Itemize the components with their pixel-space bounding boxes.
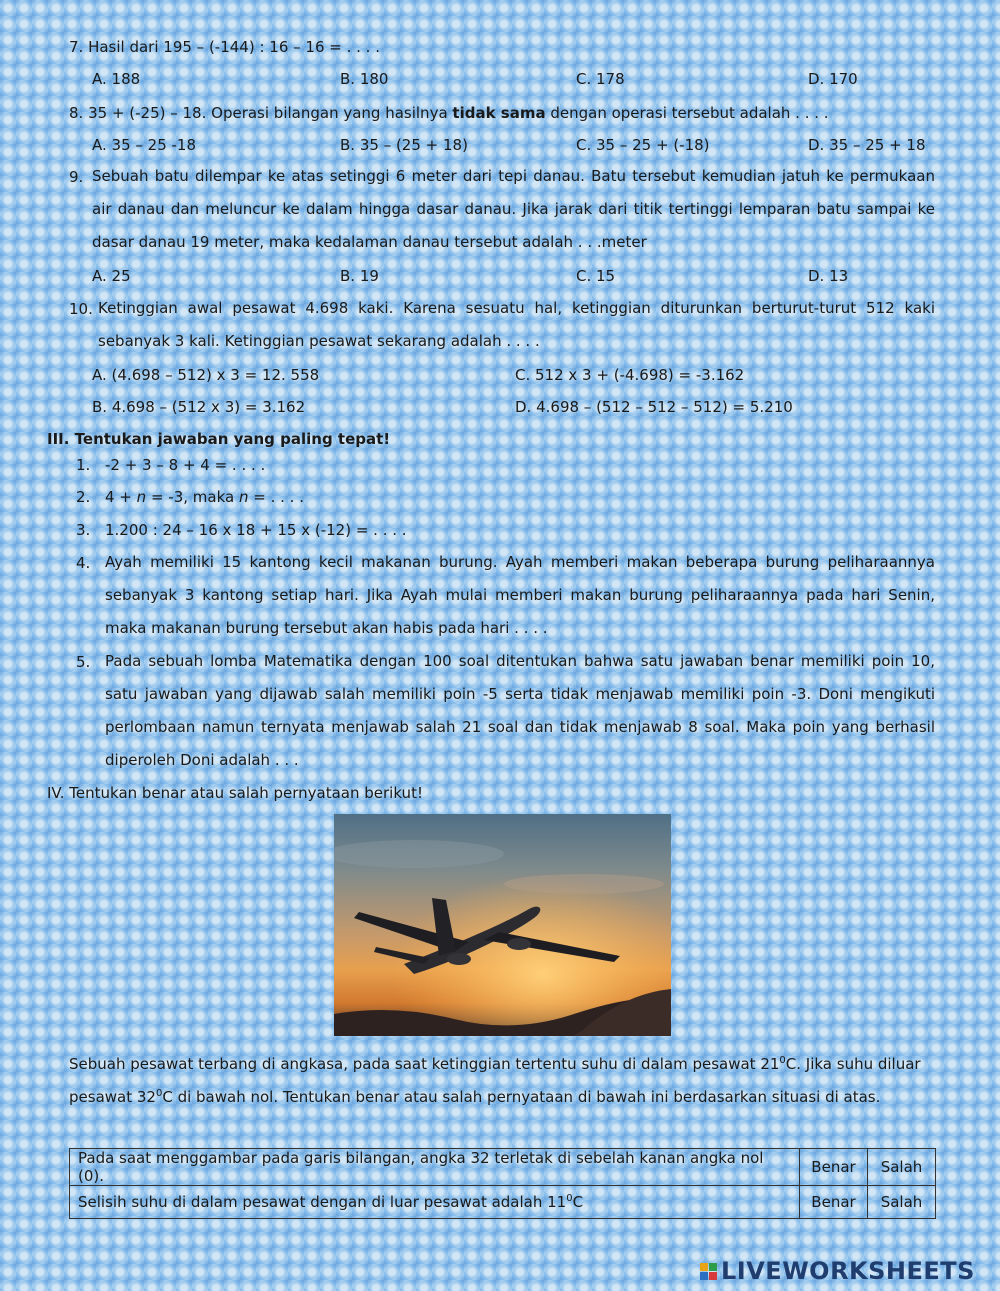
q8-text-post: dengan operasi tersebut adalah . . . . — [545, 104, 829, 122]
s3-item-3-text: 1.200 : 24 – 16 x 18 + 15 x (-12) = . . . . — [105, 521, 407, 539]
s3-item-4-number: 4. — [76, 554, 91, 572]
s3-item-2-var: n — [238, 488, 249, 506]
q9-text: Sebuah batu dilempar ke atas setinggi 6 meter dari tepi danau. Batu tersebut kemudian jatuh ke permukaan air danau dan meluncur ke dalam hingga dasar danau. Jika jarak dari titik tertinggi lemparan batu sampai ke dasar danau 19 meter, maka kedalaman danau tersebut adalah . . .meter — [92, 167, 935, 251]
s3-item-5-number: 5. — [76, 653, 91, 671]
s3-item-2-part: = . . . . — [248, 488, 304, 506]
q8-option-d[interactable]: D. 35 – 25 + 18 — [808, 136, 926, 154]
logo-square — [700, 1272, 708, 1280]
degree-superscript: 0 — [779, 1055, 786, 1066]
degree-superscript: 0 — [155, 1088, 163, 1099]
statement-2-part: C — [572, 1193, 584, 1211]
true-false-table — [69, 1148, 936, 1219]
statement-1-benar-option[interactable]: Benar — [800, 1149, 868, 1186]
s3-item-3-number: 3. — [76, 521, 91, 539]
q7-option-d[interactable]: D. 170 — [808, 70, 858, 88]
statement-1-salah-option[interactable]: Salah — [868, 1149, 936, 1186]
section-4-title: IV. Tentukan benar atau salah pernyataan berikut! — [47, 784, 423, 802]
scenario-line-1 — [69, 1052, 921, 1073]
q9-option-c[interactable]: C. 15 — [576, 267, 616, 285]
scenario-line-1-part: C. Jika suhu diluar — [785, 1055, 921, 1073]
q10-number: 10. — [69, 300, 93, 318]
q9-number: 9. — [69, 168, 84, 186]
logo-square — [709, 1272, 717, 1280]
q10-option-b[interactable]: B. 4.698 – (512 x 3) = 3.162 — [92, 398, 306, 416]
q8-option-a[interactable]: A. 35 – 25 -18 — [92, 136, 197, 154]
s3-item-5-text: Pada sebuah lomba Matematika dengan 100 soal ditentukan bahwa satu jawaban benar memiliki poin 10, satu jawaban yang dijawab salah memiliki poin -5 serta tidak menjawab memiliki poin -3. Doni mengikuti perlombaan namun ternyata menjawab salah 21 soal dan tidak menjawab 8 soal. Maka poin yang berhasil diperoleh Doni adalah . . . — [105, 652, 935, 769]
q10-text: Ketinggian awal pesawat 4.698 kaki. Karena sesuatu hal, ketinggian diturunkan berturut-turut 512 kaki sebanyak 3 kali. Ketinggian pesawat sekarang adalah . . . . — [98, 299, 935, 350]
statement-2-salah-option[interactable]: Salah — [868, 1186, 936, 1219]
q10-option-d[interactable]: D. 4.698 – (512 – 512 – 512) = 5.210 — [515, 398, 793, 416]
s3-item-2-var: n — [136, 488, 147, 506]
q10-option-a[interactable]: A. (4.698 – 512) x 3 = 12. 558 — [92, 366, 320, 384]
q8-text-bold: tidak sama — [452, 104, 546, 122]
scenario-line-1-part: Sebuah pesawat terbang di angkasa, pada saat ketinggian tertentu suhu di dalam pesawat 21 — [69, 1055, 780, 1073]
table-row — [70, 1149, 936, 1186]
s3-item-2-part: = -3, maka — [146, 488, 239, 506]
q10-option-c[interactable]: C. 512 x 3 + (-4.698) = -3.162 — [515, 366, 745, 384]
s3-item-4-text: Ayah memiliki 15 kantong kecil makanan burung. Ayah memberi makan beberapa burung peliharaannya sebanyak 3 kantong setiap hari. Jika Ayah mulai memberi makan burung peliharaannya pada hari Senin, maka makanan burung tersebut akan habis pada hari . . . . — [105, 553, 935, 637]
q8-text-pre: 8. 35 + (-25) – 18. Operasi bilangan yang hasilnya — [69, 104, 453, 122]
statement-1: Pada saat menggambar pada garis bilangan, angka 32 terletak di sebelah kanan angka nol (0). — [70, 1149, 800, 1186]
logo-square — [700, 1263, 708, 1271]
s3-item-2-part: 4 + — [105, 488, 137, 506]
scenario-line-2-part: pesawat 32 — [69, 1088, 156, 1106]
liveworksheets-logo — [700, 1256, 975, 1286]
q9-option-d[interactable]: D. 13 — [808, 267, 849, 285]
liveworksheets-logo-icon — [700, 1263, 717, 1280]
q8-option-c[interactable]: C. 35 – 25 + (-18) — [576, 136, 710, 154]
q9-option-b[interactable]: B. 19 — [340, 267, 379, 285]
s3-item-1-number: 1. — [76, 456, 91, 474]
scenario-line-2-part: C di bawah nol. Tentukan benar atau salah pernyataan di bawah ini berdasarkan situasi di atas. — [162, 1088, 881, 1106]
q8-text — [69, 104, 829, 122]
statement-2-benar-option[interactable]: Benar — [800, 1186, 868, 1219]
q7-option-c[interactable]: C. 178 — [576, 70, 625, 88]
q9-option-a[interactable]: A. 25 — [92, 267, 131, 285]
airplane-illustration — [334, 814, 671, 1036]
statement-2-part: Selisih suhu di dalam pesawat dengan di luar pesawat adalah 11 — [78, 1193, 567, 1211]
q7-option-b[interactable]: B. 180 — [340, 70, 389, 88]
section-3-title: III. Tentukan jawaban yang paling tepat! — [47, 430, 391, 448]
airplane-photo — [334, 814, 671, 1036]
s3-item-1-text: -2 + 3 – 8 + 4 = . . . . — [105, 456, 266, 474]
statement-2 — [70, 1186, 800, 1219]
s3-item-2-number: 2. — [76, 488, 91, 506]
q7-text: 7. Hasil dari 195 – (-144) : 16 – 16 = . . . . — [69, 38, 380, 56]
liveworksheets-logo-text: LIVEWORKSHEETS — [721, 1257, 975, 1285]
logo-square — [709, 1263, 717, 1271]
s3-item-2-text — [105, 488, 304, 506]
table-row — [70, 1186, 936, 1219]
q7-option-a[interactable]: A. 188 — [92, 70, 141, 88]
scenario-line-2 — [69, 1085, 880, 1106]
degree-superscript: 0 — [566, 1193, 573, 1204]
q8-option-b[interactable]: B. 35 – (25 + 18) — [340, 136, 468, 154]
